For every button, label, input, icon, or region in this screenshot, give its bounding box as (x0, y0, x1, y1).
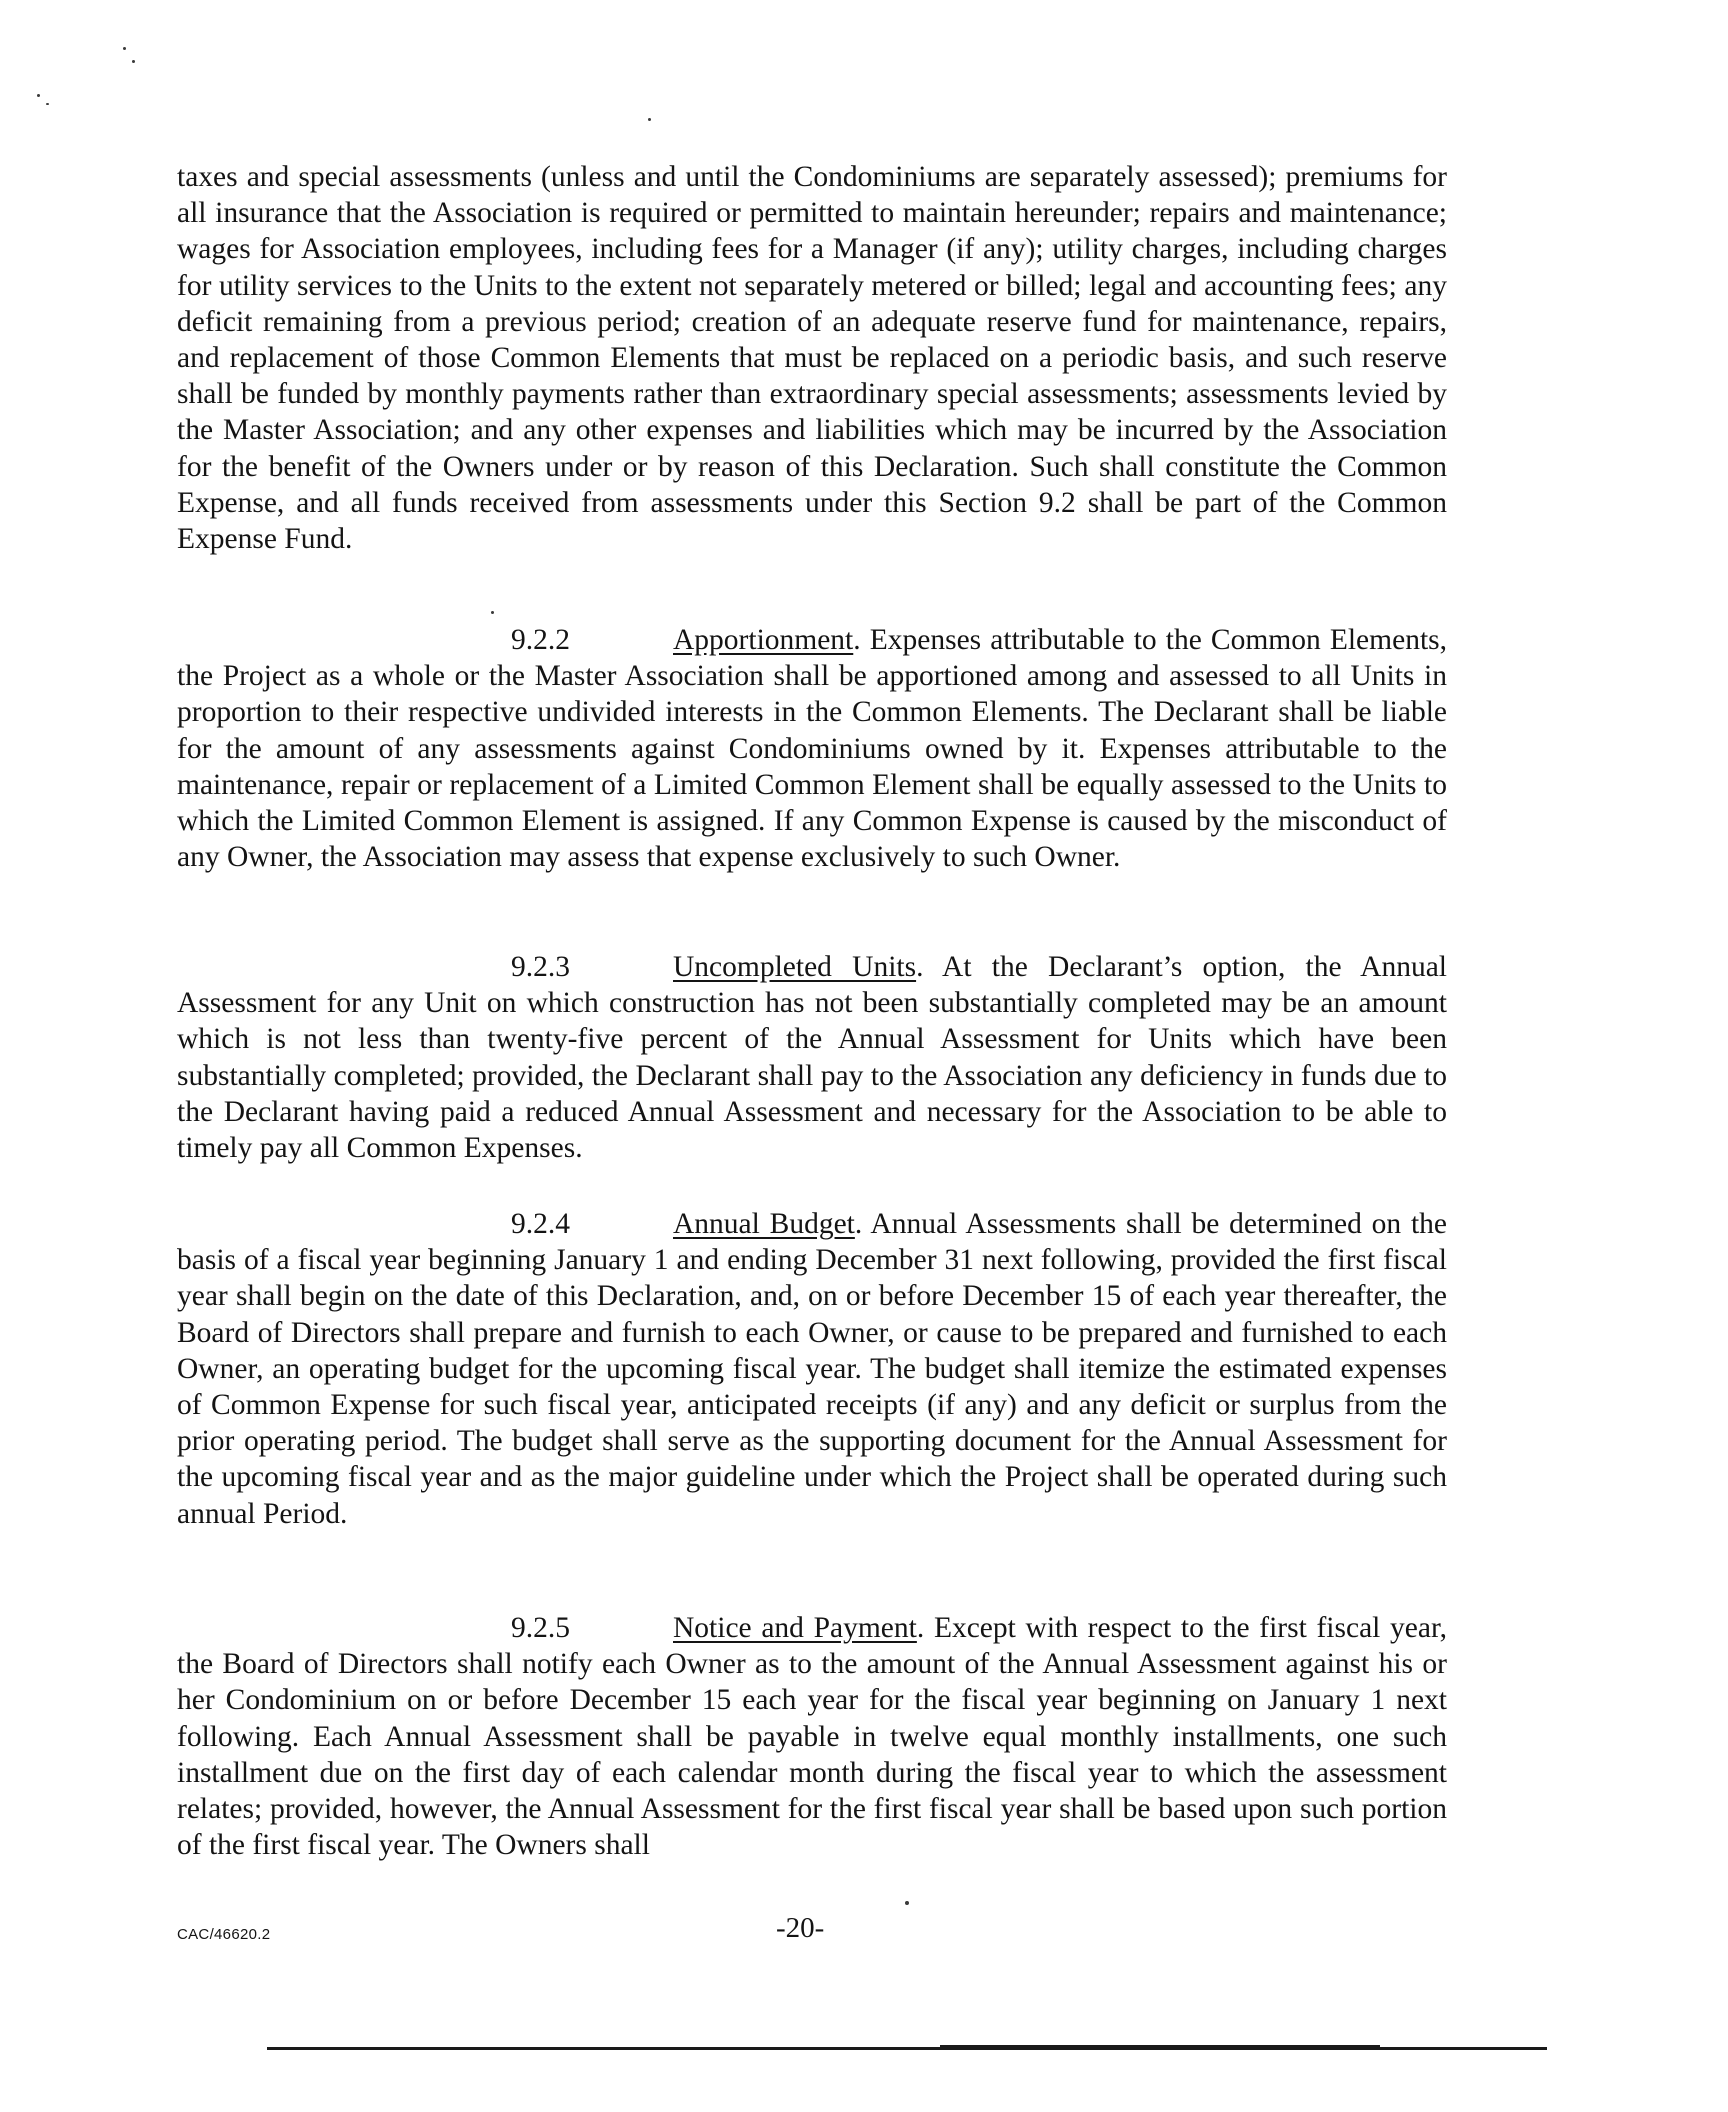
section-9-2-2 (177, 622, 1447, 875)
section-body: At the Declarant’s option, the Annual Assessment for any Unit on which construction has not been substantially completed may be an amount which is not less than twenty-five percent of the Annual Assessment for Units which have been substantially completed; provided, the Declarant shall pay to the Association any deficiency in funds due to the Declarant having paid a reduced Annual Assessment and necessary for the Association to be able to timely pay all Common Expenses. (177, 951, 1448, 1165)
scan-speck (37, 94, 40, 97)
page-number: -20- (776, 1912, 825, 1944)
section-body: Expenses attributable to the Common Elements, the Project as a whole or the Master Association shall be apportioned among and assessed to all Units in proportion to their respective undivided interests in the Common Elements. The Declarant shall be liable for the amount of any assessments against Condominiums owned by it. Expenses attributable to the maintenance, repair or replacement of a Limited Common Element shall be equally assessed to the Units to which the Limited Common Element is assigned. If any Common Expense is caused by the misconduct of any Owner, the Association may assess that expense exclusively to such Owner. (177, 624, 1447, 874)
scan-speck (905, 1901, 909, 1905)
scan-speck (123, 47, 126, 50)
section-body: Annual Assessments shall be determined on the basis of a fiscal year beginning January 1 and ending December 31 next following, provided the first fiscal year shall begin on the date of this Declaration, and, on or before December 15 of each year thereafter, the Board of Directors shall prepare and furnish to each Owner, or cause to be prepared and furnished to each Owner, an operating budget for the upcoming fiscal year. The budget shall itemize the estimated expenses of Common Expense for such fiscal year, anticipated receipts (if any) and any deficit or surplus from the prior operating period. The budget shall serve as the supporting document for the Annual Assessment for the upcoming fiscal year and as the major guideline under which the Project shall be operated during such annual Period. (177, 1208, 1447, 1530)
section-9-2-3 (177, 949, 1447, 1166)
section-heading: Annual Budget (673, 1208, 855, 1240)
section-heading: Apportionment (673, 624, 854, 656)
scan-speck (491, 611, 494, 614)
scan-speck (648, 118, 651, 121)
paragraph-continuation: taxes and special assessments (unless and until the Condominiums are separately assessed); premiums for all insurance that the Association is required or permitted to maintain hereunder; repairs and maintenance; wages for Association employees, including fees for a Manager (if any); utility charges, including charges for utility services to the Units to the extent not separately metered or billed; legal and accounting fees; any deficit remaining from a previous period; creation of an adequate reserve fund for maintenance, repairs, and replacement of those Common Elements that must be replaced on a periodic basis, and such reserve shall be funded by monthly payments rather than extraordinary special assessments; assessments levied by the Master Association; and any other expenses and liabilities which may be incurred by the Association for the benefit of the Owners under or by reason of this Declaration. Such shall constitute the Common Expense, and all funds received from assessments under this Section 9.2 shall be part of the Common Expense Fund. (177, 161, 1447, 556)
section-9-2-4 (177, 1206, 1447, 1532)
scan-speck (46, 103, 49, 105)
section-number: 9.2.3 (511, 951, 570, 983)
heading-period: . (916, 951, 924, 983)
section-body: Except with respect to the first fiscal year, the Board of Directors shall notify each Owner as to the amount of the Annual Assessment against his or her Condominium on or before December 15 each year for the fiscal year beginning on January 1 next following. Each Annual Assessment shall be payable in twelve equal monthly installments, one such installment due on the first day of each calendar month during the fiscal year to which the assessment relates; provided, however, the Annual Assessment for the first fiscal year shall be based upon such portion of the first fiscal year. The Owners shall (177, 1612, 1448, 1862)
heading-period: . (916, 1612, 925, 1644)
scan-edge-line (940, 2045, 1380, 2050)
section-number: 9.2.5 (511, 1612, 570, 1644)
section-heading: Notice and Payment (673, 1612, 917, 1644)
section-number: 9.2.2 (511, 624, 570, 656)
section-number: 9.2.4 (511, 1208, 570, 1240)
heading-period: . (854, 1208, 863, 1240)
section-9-2-5 (177, 1610, 1447, 1863)
document-id: CAC/46620.2 (177, 1926, 271, 1943)
section-heading: Uncompleted Units (673, 951, 917, 983)
scan-speck (132, 60, 135, 63)
heading-period: . (853, 624, 861, 656)
